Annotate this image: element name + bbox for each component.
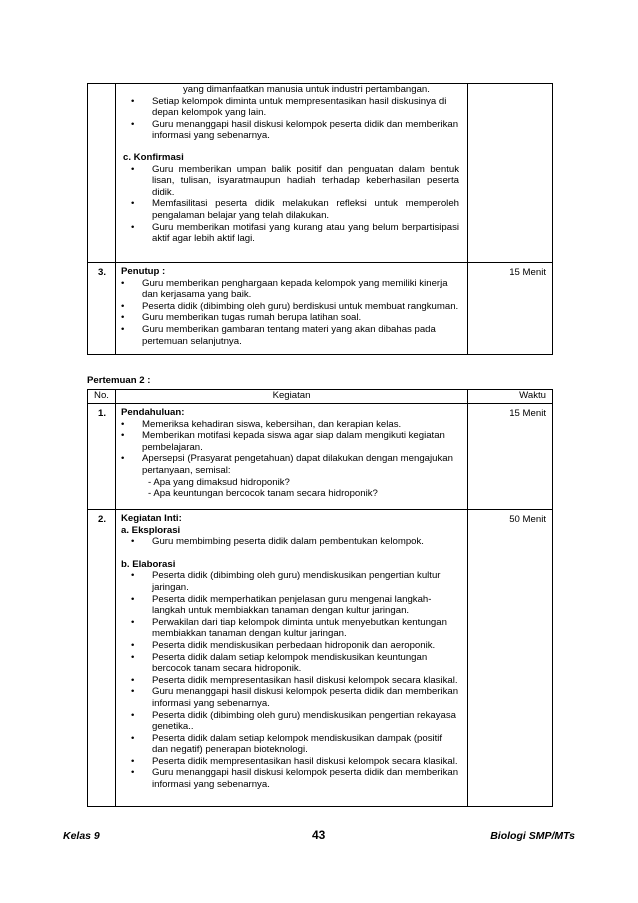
bullet-icon: •: [131, 593, 135, 605]
list-item-text: Peserta didik dalam setiap kelompok mendiskusikan keuntungan bercocok tanam secara hidroponik.: [152, 651, 428, 675]
table-header-row: [88, 390, 553, 404]
bullet-list: [111, 419, 459, 477]
activity-cell: [116, 510, 468, 807]
list-item-text: Setiap kelompok diminta untuk mempresentasikan hasil diskusinya di depan kelompok yang lain.: [152, 95, 447, 119]
list-item-text: Guru membimbing peserta didik dalam pembentukan kelompok.: [152, 536, 424, 548]
list-item-text: Guru memberikan gambaran tentang materi yang akan dibahas pada pertemuan selanjutnya.: [142, 323, 436, 347]
lesson-table-2: [87, 389, 553, 807]
bullet-icon: •: [131, 709, 135, 721]
bullet-icon: •: [121, 277, 125, 289]
meeting-heading: Pertemuan 2 :: [87, 375, 151, 386]
list-item-text: Memberikan motifasi kepada siswa agar siap dalam mengikuti kegiatan pembelajaran.: [142, 430, 445, 453]
list-item-text: Guru menanggapi hasil diskusi kelompok peserta didik dan memberikan informasi yang sebenarnya.: [152, 686, 459, 709]
list-item: [121, 686, 459, 709]
list-item-text: Peserta didik memperhatikan penjelasan guru mengenai langkah-langkah untuk membiakkan tanaman dengan kultur jaringan.: [152, 593, 432, 617]
duration: 50 Menit: [468, 510, 553, 807]
list-item-text: Guru menanggapi hasil diskusi kelompok peserta didik dan memberikan informasi yang sebenarnya.: [152, 767, 459, 791]
bullet-icon: •: [131, 221, 135, 233]
bullet-icon: •: [131, 536, 135, 548]
bullet-icon: •: [131, 767, 135, 779]
list-item: [111, 312, 459, 324]
subsection-title: a. Eksplorasi: [121, 524, 181, 536]
list-item: [121, 710, 459, 733]
list-item-text: Guru memberikan penghargaan kepada kelompok yang memiliki kinerja dan kerjasama yang baik.: [142, 277, 448, 301]
list-item: [121, 164, 459, 199]
list-item-text: Peserta didik mempresentasikan hasil diskusi kelompok secara klasikal.: [152, 674, 458, 686]
list-item: [121, 119, 459, 142]
list-item: [121, 640, 459, 652]
list-item: [111, 453, 459, 476]
list-item: yang dimanfaatkan manusia untuk industri pertambangan.: [183, 84, 430, 95]
lesson-table-1: [87, 83, 553, 355]
bullet-icon: •: [121, 323, 125, 335]
bullet-icon: •: [121, 453, 125, 465]
bullet-icon: •: [121, 430, 125, 442]
list-item: [121, 617, 459, 640]
list-item-text: Guru memberikan tugas rumah berupa latihan soal.: [142, 312, 362, 324]
list-item-text: Guru menanggapi hasil diskusi kelompok peserta didik dan memberikan informasi yang sebenarnya.: [152, 118, 459, 142]
list-item: [121, 652, 459, 675]
bullet-icon: •: [131, 732, 135, 744]
list-item: [121, 570, 459, 593]
list-item-text: Peserta didik mempresentasikan hasil diskusi kelompok secara klasikal.: [152, 755, 458, 767]
bullet-icon: •: [121, 300, 125, 312]
list-item: [111, 419, 459, 431]
list-item: [121, 594, 459, 617]
subsection-title: b. Elaborasi: [121, 558, 176, 570]
bullet-list: [121, 96, 459, 142]
list-item-text: Peserta didik mendiskusikan perbedaan hidroponik dan aeroponik.: [152, 639, 436, 651]
table-row: [88, 263, 553, 355]
list-item-text: Memeriksa kehadiran siswa, kebersihan, dan kerapian kelas.: [142, 418, 402, 430]
section-title: c. Konfirmasi: [123, 151, 184, 163]
row-number: 2.: [88, 510, 116, 807]
duration: 15 Menit: [468, 263, 553, 355]
list-item: [111, 324, 459, 347]
row-number: 3.: [88, 263, 116, 355]
bullet-icon: •: [131, 118, 135, 130]
bullet-icon: •: [131, 639, 135, 651]
bullet-list: [121, 164, 459, 245]
bullet-icon: •: [131, 163, 135, 175]
list-item-text: Peserta didik (dibimbing oleh guru) mendiskusikan pengertian rekayasa genetika..: [152, 709, 456, 733]
footer-subject: Biologi SMP/MTs: [490, 830, 575, 842]
list-item: [111, 301, 459, 313]
table-row: [88, 404, 553, 510]
bullet-icon: •: [121, 418, 125, 430]
bullet-icon: •: [131, 95, 135, 107]
list-item-text: Peserta didik (dibimbing oleh guru) mendiskusikan pengertian kultur jaringan.: [152, 570, 441, 593]
question-item: - Apa keuntungan bercocok tanam secara hidroponik?: [148, 488, 378, 500]
list-item: [111, 278, 459, 301]
list-item-text: Peserta didik dalam setiap kelompok mendiskusikan dampak (positif dan negatif) penerapan bioteknologi.: [152, 732, 443, 756]
list-item-text: Apersepsi (Prasyarat pengetahuan) dapat dilakukan dengan mengajukan pertanyaan, semisal:: [142, 453, 453, 476]
footer-class: Kelas 9: [63, 830, 100, 842]
activity-cell: [116, 84, 468, 263]
bullet-icon: •: [131, 755, 135, 767]
header-waktu: Waktu: [468, 390, 553, 404]
row-number: 1.: [88, 404, 116, 510]
list-item-text: Guru memberikan motifasi yang kurang atau yang belum berpartisipasi aktif agar lebih aktif lagi.: [152, 221, 459, 245]
question-item: - Apa yang dimaksud hidroponik?: [148, 476, 290, 488]
bullet-list: [121, 570, 459, 790]
activity-cell: [116, 404, 468, 510]
bullet-icon: •: [131, 570, 135, 582]
duration: 15 Menit: [468, 404, 553, 510]
list-item-text: Memfasilitasi peserta didik melakukan refleksi untuk memperoleh pengalaman belajar yang telah dilakukan.: [152, 198, 459, 221]
bullet-list: [111, 278, 459, 348]
bullet-icon: •: [131, 198, 135, 210]
list-item: [121, 198, 459, 221]
bullet-icon: •: [131, 651, 135, 663]
header-kegiatan: Kegiatan: [116, 390, 468, 404]
bullet-icon: •: [131, 616, 135, 628]
section-title: Penutup :: [121, 266, 166, 277]
list-item-text: Guru memberikan umpan balik positif dan penguatan dalam bentuk lisan, tulisan, isyaratmaupun hadiah terhadap keberhasilan peserta didik.: [152, 163, 459, 198]
list-item: [121, 96, 459, 119]
list-item: [121, 536, 459, 548]
list-item: [111, 430, 459, 453]
list-item: [121, 222, 459, 245]
bullet-icon: •: [121, 312, 125, 324]
bullet-icon: •: [131, 674, 135, 686]
header-no: No.: [88, 390, 116, 404]
section-title: Kegiatan Inti:: [121, 513, 182, 524]
list-item-text: Perwakilan dari tiap kelompok diminta untuk menyebutkan kentungan membiakkan tanaman dengan kultur jaringan.: [152, 616, 447, 640]
table-row: [88, 510, 553, 807]
table-row: [88, 84, 553, 263]
list-item-text: Peserta didik (dibimbing oleh guru) berdiskusi untuk membuat rangkuman.: [142, 300, 459, 312]
list-item: [121, 767, 459, 790]
page-number: 43: [312, 828, 326, 842]
activity-cell: [116, 263, 468, 355]
question-list: [121, 477, 459, 500]
list-item: [121, 675, 459, 687]
list-item: [121, 733, 459, 756]
list-item: [121, 756, 459, 768]
section-title: Pendahuluan:: [121, 407, 185, 418]
bullet-icon: •: [131, 686, 135, 698]
bullet-list: [121, 536, 459, 548]
